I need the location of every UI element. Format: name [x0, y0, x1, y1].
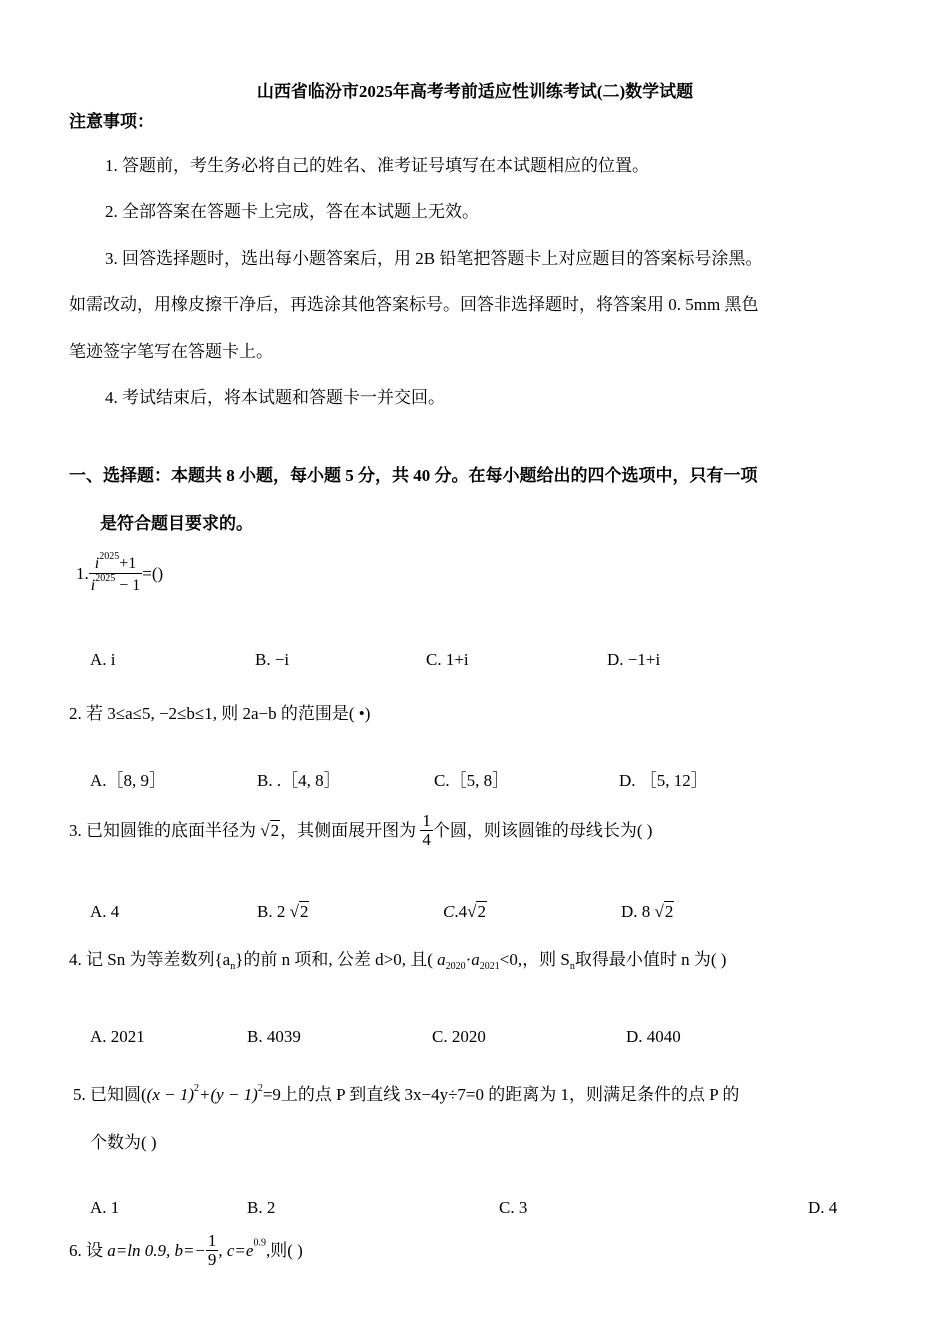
q1-option-c: C. 1+i: [426, 650, 469, 669]
q4-option-c: C. 2020: [432, 1027, 486, 1046]
question-4: 4. 记 Sn 为等差数列$\{a_n\}$的前 n 项和, 公差 d>0, 且( $a_{2020}\cdot a_{2021}<0$,，则 $S_n$取得最小值时 n 为( ): [69, 950, 727, 972]
question-5: 5. 已知圆($(x - 1)^2+(y - 1)^2=9$上的点 P 到直线 3x−4y÷7=0 的距离为 1，则满足条件的点 P 的: [73, 1083, 740, 1104]
q2-option-a: A.［8, 9］: [90, 771, 167, 790]
q4-option-a: A. 2021: [90, 1027, 145, 1046]
q1-denominator: $i^{2025} - 1$: [90, 572, 141, 594]
q4-option-d: D. 4040: [626, 1027, 681, 1046]
q3-option-c: C.4√2: [443, 902, 486, 921]
q1-option-b: B. −i: [255, 650, 290, 669]
notice-item-3-cont-1: 如需改动，用橡皮擦干净后，再选涂其他答案标号。回答非选择题时，将答案用 0. 5mm 黑色: [69, 295, 759, 314]
q3-fraction: $\frac{1}{4}$: [422, 811, 431, 849]
q6-fraction: $\frac{1}{9}$: [207, 1231, 217, 1269]
notice-heading: 注意事项：: [69, 112, 154, 131]
q1-option-a: A. i: [90, 650, 116, 669]
section-heading-cont: 是符合题目要求的。: [100, 514, 253, 533]
section-heading: 一、选择题：本题共 8 小题，每小题 5 分，共 40 分。在每小题给出的四个选项中，只有一项: [69, 466, 758, 485]
question-6: 6. 设 a=ln 0.9, b=− $\frac{1}{9}$ , $c=e^{0.9}$,则( ): [69, 1231, 303, 1269]
q1-number: 1.: [76, 563, 89, 583]
q3-option-d: D. 8 √2: [621, 902, 674, 921]
q1-fraction: [89, 552, 142, 595]
q2-option-b: B. .［4, 8］: [257, 771, 341, 790]
notice-item-2: 2. 全部答案在答题卡上完成，答在本试题上无效。: [105, 202, 479, 221]
notice-item-3: 3. 回答选择题时，选出每小题答案后，用 2B 铅笔把答题卡上对应题目的答案标号涂黑。: [105, 249, 763, 268]
q2-option-c: C.［5, 8］: [434, 771, 510, 790]
q5-option-a: A. 1: [90, 1198, 120, 1217]
q5-option-b: B. 2: [247, 1198, 276, 1217]
notice-item-4: 4. 考试结束后，将本试题和答题卡一并交回。: [105, 388, 445, 407]
q3-option-a: A. 4: [90, 902, 120, 921]
q5-option-c: C. 3: [499, 1198, 528, 1217]
notice-item-3-cont-2: 笔迹签字笔写在答题卡上。: [69, 342, 273, 361]
q4-option-b: B. 4039: [247, 1027, 301, 1046]
question-3: 3. 已知圆锥的底面半径为 √2，其侧面展开图为 $\frac{1}{4}$ 个圆，则该圆锥的母线长为( ): [69, 811, 653, 849]
q1-option-d: D. −1+i: [607, 650, 661, 669]
q3-option-b: B. 2 √2: [257, 902, 309, 921]
page-title: 山西省临汾市2025年高考考前适应性训练考试(二)数学试题: [256, 82, 694, 101]
q3-sqrt: √2: [260, 820, 280, 840]
q1-tail: =(): [142, 563, 164, 583]
question-1: [76, 552, 163, 595]
q5-option-d: D. 4: [808, 1198, 838, 1217]
question-2: 2. 若 3≤a≤5, −2≤b≤1, 则 2a−b 的范围是( •): [69, 704, 371, 723]
q2-option-d: D. ［5, 12］: [619, 771, 708, 790]
q1-numerator: $i^{2025}+1$: [89, 552, 142, 574]
question-5-cont: 个数为( ): [90, 1133, 157, 1152]
notice-item-1: 1. 答题前，考生务必将自己的姓名、准考证号填写在本试题相应的位置。: [105, 156, 649, 175]
